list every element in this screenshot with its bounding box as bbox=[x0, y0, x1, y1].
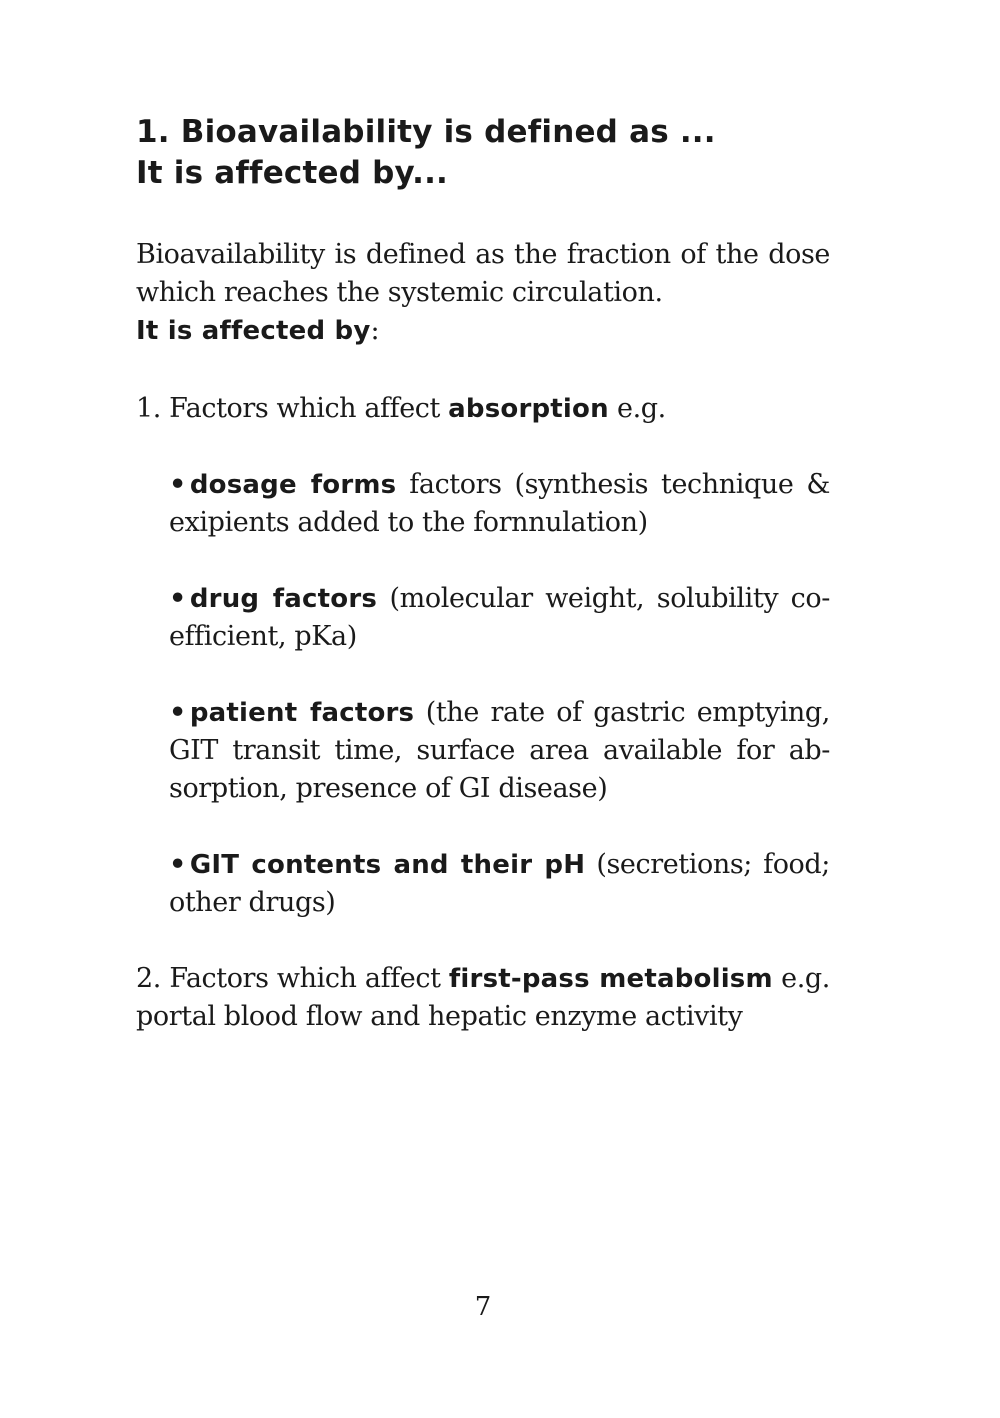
bullet-marker: • bbox=[169, 583, 186, 614]
heading-line-2: It is affected by... bbox=[136, 155, 449, 191]
bullet-marker: • bbox=[169, 697, 186, 728]
page-content bbox=[136, 112, 830, 1036]
list-item-absorption bbox=[136, 390, 830, 428]
bullet-marker: • bbox=[169, 849, 186, 880]
definition-paragraph bbox=[136, 236, 830, 350]
list-item-first-pass bbox=[136, 960, 830, 1036]
item2-prefix: 2. Factors which affect bbox=[136, 963, 449, 994]
affected-by-colon: : bbox=[370, 315, 380, 346]
bullet-text: (secretions; food; other drugs) bbox=[169, 849, 830, 918]
item1-suffix: e.g. bbox=[608, 393, 666, 424]
item1-prefix: 1. Factors which affect bbox=[136, 393, 449, 424]
bullet-text: factors (synthesis technique & exipients added to the fornnulation) bbox=[169, 469, 830, 538]
absorption-factors-list bbox=[136, 466, 830, 922]
bullet-patient-factors bbox=[169, 694, 830, 808]
bullet-text: (molecular weight, solubility co-efficient, pKa) bbox=[169, 583, 830, 652]
bullet-bold: drug factors bbox=[189, 584, 378, 614]
heading-line-1: 1. Bioavailability is defined as ... bbox=[136, 114, 716, 150]
bullet-text: (the rate of gastric emptying, GIT transit time, surface area available for ab-sorption, presence of GI disease) bbox=[169, 697, 830, 804]
bullet-drug-factors bbox=[169, 580, 830, 656]
item2-bold: first-pass metabolism bbox=[448, 964, 773, 994]
bullet-bold: patient factors bbox=[189, 698, 415, 728]
section-heading bbox=[136, 112, 830, 194]
bullet-git-contents bbox=[169, 846, 830, 922]
bullet-marker: • bbox=[169, 469, 186, 500]
bullet-bold: dosage forms bbox=[189, 470, 397, 500]
bullet-dosage-forms bbox=[169, 466, 830, 542]
item2-suffix: e.g. portal blood flow and hepatic enzyme activity bbox=[136, 963, 830, 1032]
bullet-bold: GIT contents and their pH bbox=[189, 850, 586, 880]
page-number: 7 bbox=[474, 1292, 492, 1322]
item1-bold: absorption bbox=[448, 394, 609, 424]
definition-text: Bioavailability is defined as the fraction of the dose which reaches the systemic circulation. bbox=[136, 239, 830, 308]
affected-by-label: It is affected by bbox=[136, 316, 371, 346]
affected-by-line bbox=[136, 312, 830, 350]
